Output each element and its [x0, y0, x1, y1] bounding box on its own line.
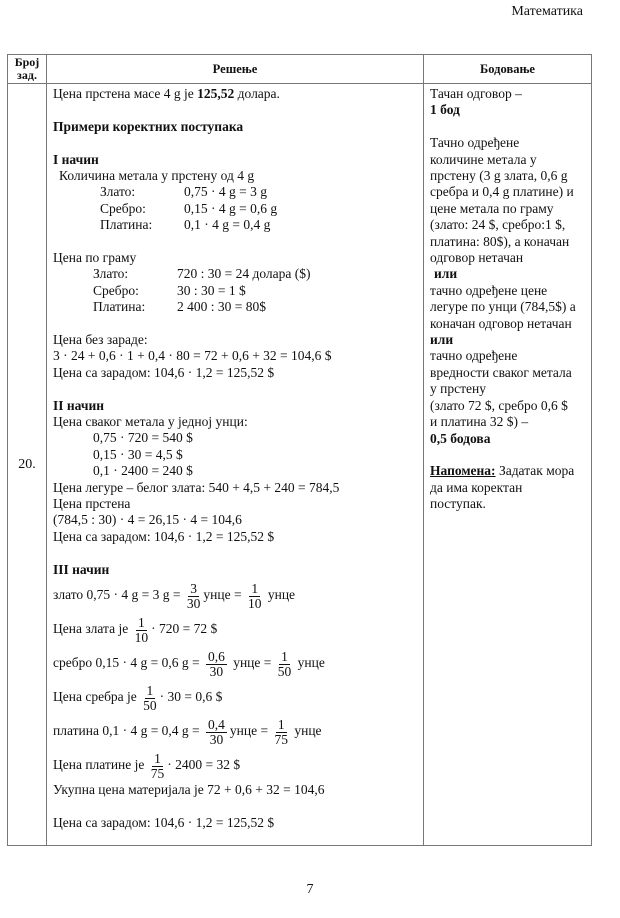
note-line: поступак. [430, 496, 486, 512]
method2-line: 0,75 · 720 = 540 $ [93, 430, 193, 446]
partial1-line: (злато: 24 $, сребро:1 $, [430, 217, 566, 233]
method3-gold-price: Цена злата је $\frac{1}{10}$ · 720 = 72 $ [53, 614, 218, 645]
partial1-line: прстену (3 g злата, 0,6 g [430, 168, 568, 184]
header-task-number: Број зад. [8, 55, 47, 84]
task-number: 20. [8, 84, 47, 846]
method1-no-profit-title: Цена без зараде: [53, 332, 148, 348]
partial3-line: (злато 72 $, сребро 0,6 $ [430, 397, 568, 413]
method3-gold: злато 0,75 · 4 g = 3 g = $\frac{3}{30}$ унце = $\frac{1}{10}$ унце [53, 580, 296, 611]
method2-line: 0,1 · 2400 = 240 $ [93, 463, 193, 479]
method1-profit: Цена са зарадом: 104,6 · 1,2 = 125,52 $ [53, 364, 275, 380]
partial-points: 0,5 бодова [430, 430, 491, 446]
method2-profit: Цена са зарадом: 104,6 · 1,2 = 125,52 $ [53, 528, 275, 544]
method1-title: I начин [53, 151, 99, 167]
partial1-line: цене метала по граму [430, 200, 554, 216]
method2-ring-expr: (784,5 : 30) · 4 = 26,15 · 4 = 104,6 [53, 512, 242, 528]
method1-no-profit-expr: 3 · 24 + 0,6 · 1 + 0,4 · 80 = 72 + 0,6 + 32 = 104,6 $ [53, 348, 332, 364]
method3-title: III начин [53, 561, 110, 577]
partial1-line: Тачно одређене [430, 135, 520, 151]
or-label: или [430, 332, 454, 348]
fraction: $\frac{1}{10}$ [247, 580, 262, 611]
method3-silver: сребро 0,15 · 4 g = 0,6 g = $\frac{0,6}{30}$ унце = $\frac{1}{50}$ унце [53, 648, 325, 679]
page-header-subject: Математика [511, 4, 583, 19]
table-header-row [8, 55, 592, 84]
correct-answer-label: Тачан одговор – [430, 86, 522, 101]
partial3-line: у прстену [430, 381, 486, 397]
or-label: или [434, 266, 458, 282]
method2-line: 0,15 · 30 = 4,5 $ [93, 446, 183, 462]
partial2-line: коначан одговор нетачан [430, 315, 572, 331]
points-cell [424, 84, 592, 846]
method3-platinum: платина 0,1 · 4 g = 0,4 g = $\frac{0,4}{30}$ унце = $\frac{1}{75}$ унце [53, 716, 322, 747]
method1-price-title: Цена по граму [53, 250, 137, 266]
fraction: $\frac{1}{75}$ [274, 716, 288, 747]
examples-title: Примери коректних поступака [53, 118, 244, 134]
method1-amount-row: Сребро: 0,15 · 4 g = 0,6 g [100, 200, 278, 216]
solution-cell [47, 84, 424, 846]
method3-profit: Цена са зарадом: 104,6 · 1,2 = 125,52 $ [53, 814, 275, 830]
header-points: Бодовање [424, 55, 592, 84]
answer-line: Цена прстена масе 4 g је 125,52 долара. [53, 86, 280, 101]
answer-value: 125,52 [197, 86, 235, 101]
header-solution: Решење [47, 55, 424, 84]
method2-title: II начин [53, 397, 105, 413]
fraction: $\frac{0,4}{30}$ [208, 716, 225, 747]
solution-table [7, 54, 592, 846]
partial1-line: платина: 80$), а коначан [430, 233, 570, 249]
note-label: Напомена: [430, 463, 496, 479]
method1-intro: Количина метала у прстену од 4 g [59, 168, 255, 183]
page-number: 7 [306, 882, 314, 897]
method1-price-row: Платина: 2 400 : 30 = 80$ [93, 299, 266, 315]
partial3-line: и платина 32 $) – [430, 414, 529, 430]
fraction: $\frac{0,6}{30}$ [207, 648, 225, 679]
method1-amount-row: Злато: 0,75 · 4 g = 3 g [100, 184, 267, 200]
partial2-line: тачно одређене цене [430, 282, 548, 298]
partial2-line: легуре по унци (784,5$) а [430, 299, 576, 315]
method2-alloy: Цена легуре – белог злата: 540 + 4,5 + 240 = 784,5 [53, 479, 340, 495]
partial1-line: одговор нетачан [430, 250, 524, 266]
partial3-line: вредности сваког метала [430, 364, 572, 380]
method2-ring-title: Цена прстена [53, 496, 131, 512]
method3-silver-price: Цена сребра је $\frac{1}{50}$ · 30 = 0,6 $ [53, 682, 223, 713]
method2-intro: Цена сваког метала у једној унци: [53, 414, 248, 430]
fraction: $\frac{1}{75}$ [150, 750, 165, 781]
method3-total: Укупна цена материјала је 72 + 0,6 + 32 = 104,6 [53, 782, 325, 798]
partial3-line: тачно одређене [430, 348, 518, 364]
note-line: да има коректан [430, 479, 523, 495]
fraction: $\frac{1}{50}$ [143, 682, 157, 713]
method1-price-row: Злато: 720 : 30 = 24 долара ($) [93, 266, 311, 282]
fraction: $\frac{1}{10}$ [134, 614, 149, 645]
fraction: $\frac{1}{50}$ [277, 648, 292, 679]
table-row [8, 84, 592, 846]
correct-answer-points: 1 бод [430, 102, 460, 118]
method1-price-row: Сребро: 30 : 30 = 1 $ [93, 282, 246, 298]
fraction: $\frac{3}{30}$ [186, 580, 201, 611]
partial1-line: количине метала у [430, 151, 537, 167]
partial1-line: сребра и 0,4 g платине) и [430, 184, 574, 200]
method3-platinum-price: Цена платине је $\frac{1}{75}$ · 2400 = 32 $ [53, 750, 241, 781]
note: Напомена: Задатак мора [430, 463, 575, 479]
method1-amount-row: Платина: 0,1 · 4 g = 0,4 g [100, 217, 271, 233]
